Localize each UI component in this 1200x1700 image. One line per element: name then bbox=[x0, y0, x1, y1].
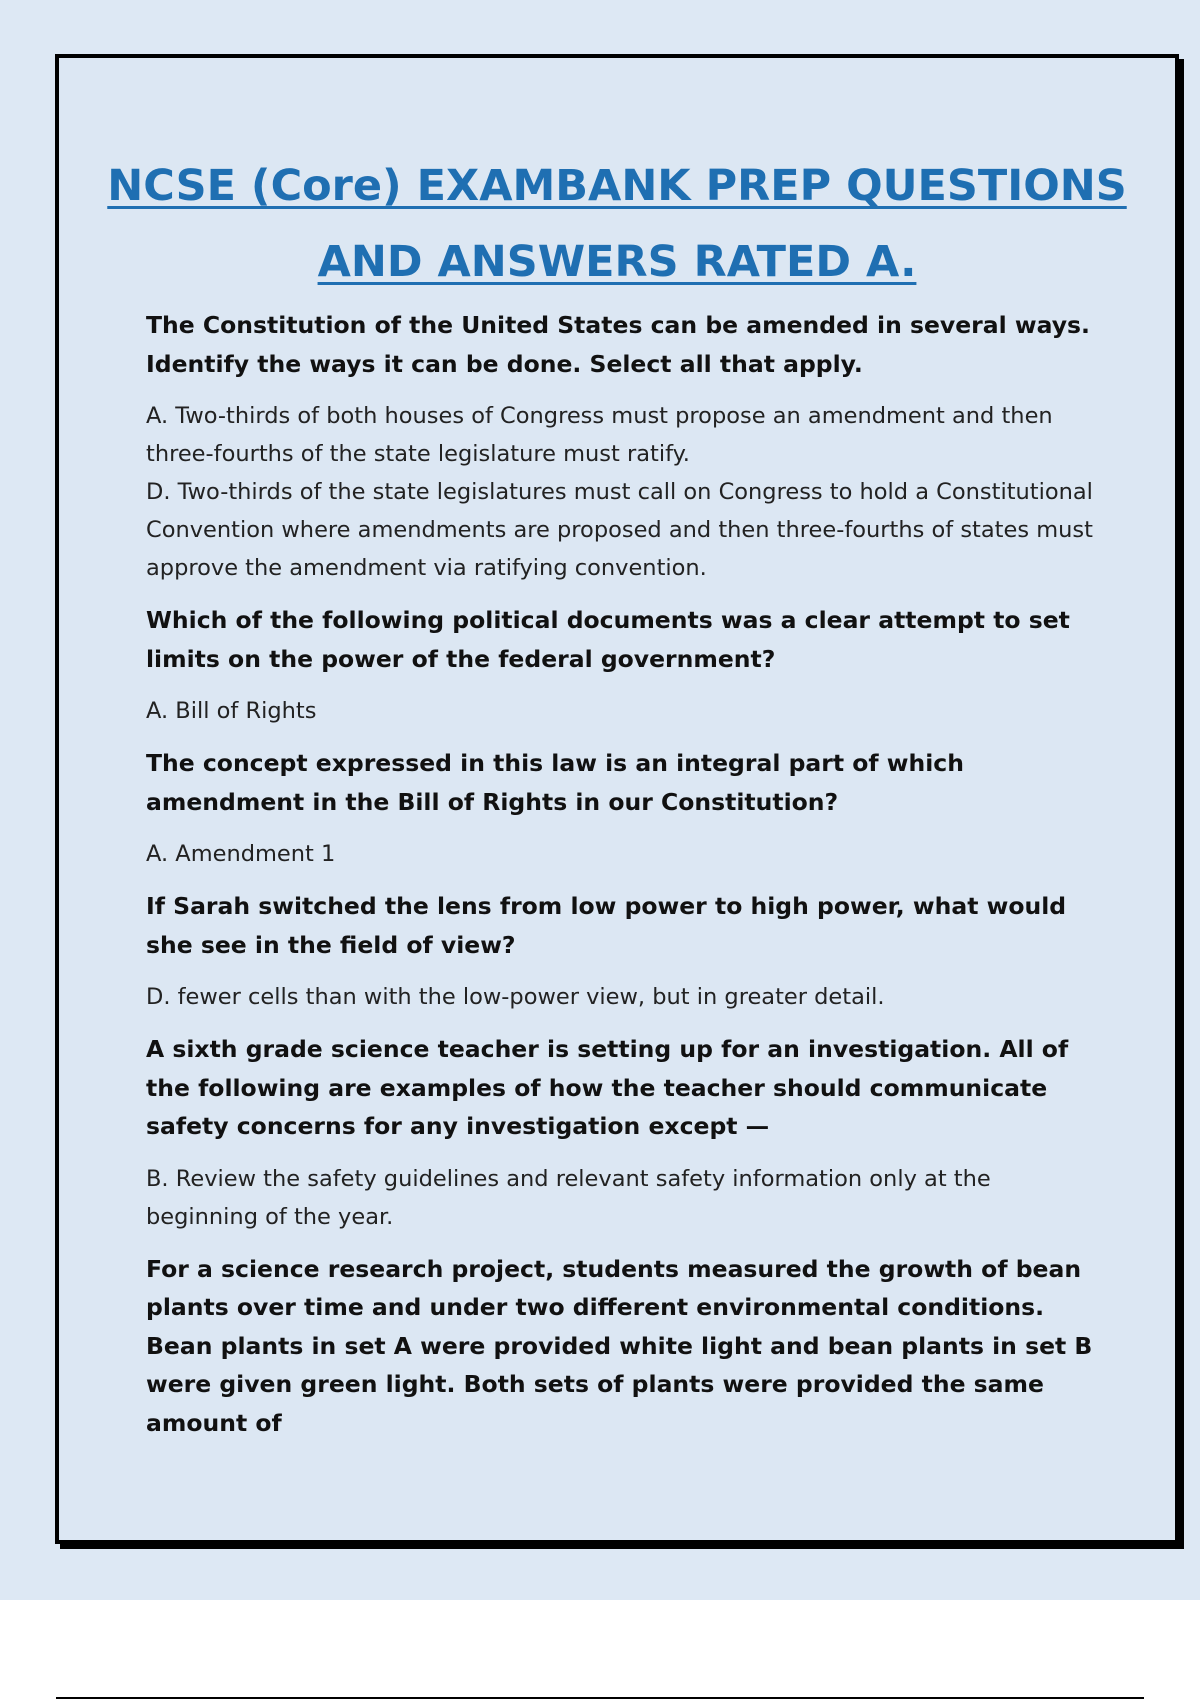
title-line-1: NCSE (Core) EXAMBANK PREP QUESTIONS bbox=[107, 161, 1127, 211]
answer-4: D. fewer cells than with the low-power view, but in greater detail. bbox=[146, 984, 885, 1010]
qa-item-2 bbox=[146, 601, 1096, 730]
question-6: For a science research project, students measured the growth of bean plants over time and under two different environmental conditions. Bean plants in set A were provided white light and bean plants in set B were given green light. Both sets of plants were provided the same amount of bbox=[146, 1254, 1093, 1437]
qa-item-6 bbox=[146, 1250, 1096, 1443]
qa-item-1 bbox=[146, 306, 1096, 587]
qa-item-5 bbox=[146, 1030, 1096, 1236]
question-2: Which of the following political documents was a clear attempt to set limits on the power of the federal government? bbox=[146, 606, 1070, 673]
qa-item-4 bbox=[146, 887, 1096, 1016]
title-line-2: AND ANSWERS RATED A. bbox=[317, 237, 917, 287]
question-5: A sixth grade science teacher is setting up for an investigation. All of the following are examples of how the teacher should communicate safety concerns for any investigation except — bbox=[146, 1035, 1069, 1140]
answer-1-option-a: A. Two-thirds of both houses of Congress must propose an amendment and then three-fourths of the state legislature must ratify. bbox=[146, 403, 1053, 467]
answer-5: B. Review the safety guidelines and relevant safety information only at the beginning of the year. bbox=[146, 1165, 991, 1230]
question-3: The concept expressed in this law is an integral part of which amendment in the Bill of Rights in our Constitution? bbox=[146, 749, 964, 816]
answer-3: A. Amendment 1 bbox=[146, 841, 336, 867]
qa-item-3 bbox=[146, 744, 1096, 873]
answer-2: A. Bill of Rights bbox=[146, 698, 317, 724]
answer-1 bbox=[146, 397, 1096, 587]
question-4: If Sarah switched the lens from low power to high power, what would she see in the field of view? bbox=[146, 892, 1067, 959]
qa-content bbox=[146, 306, 1096, 1456]
footer-divider bbox=[56, 1697, 1144, 1699]
document-title bbox=[90, 148, 1144, 300]
answer-1-option-d: D. Two-thirds of the state legislatures must call on Congress to hold a Constitutional Convention where amendments are proposed and then three-fourths of states must approve the amendment via ratifying convention. bbox=[146, 479, 1093, 581]
question-1: The Constitution of the United States can be amended in several ways. Identify the ways it can be done. Select all that apply. bbox=[146, 311, 1090, 378]
